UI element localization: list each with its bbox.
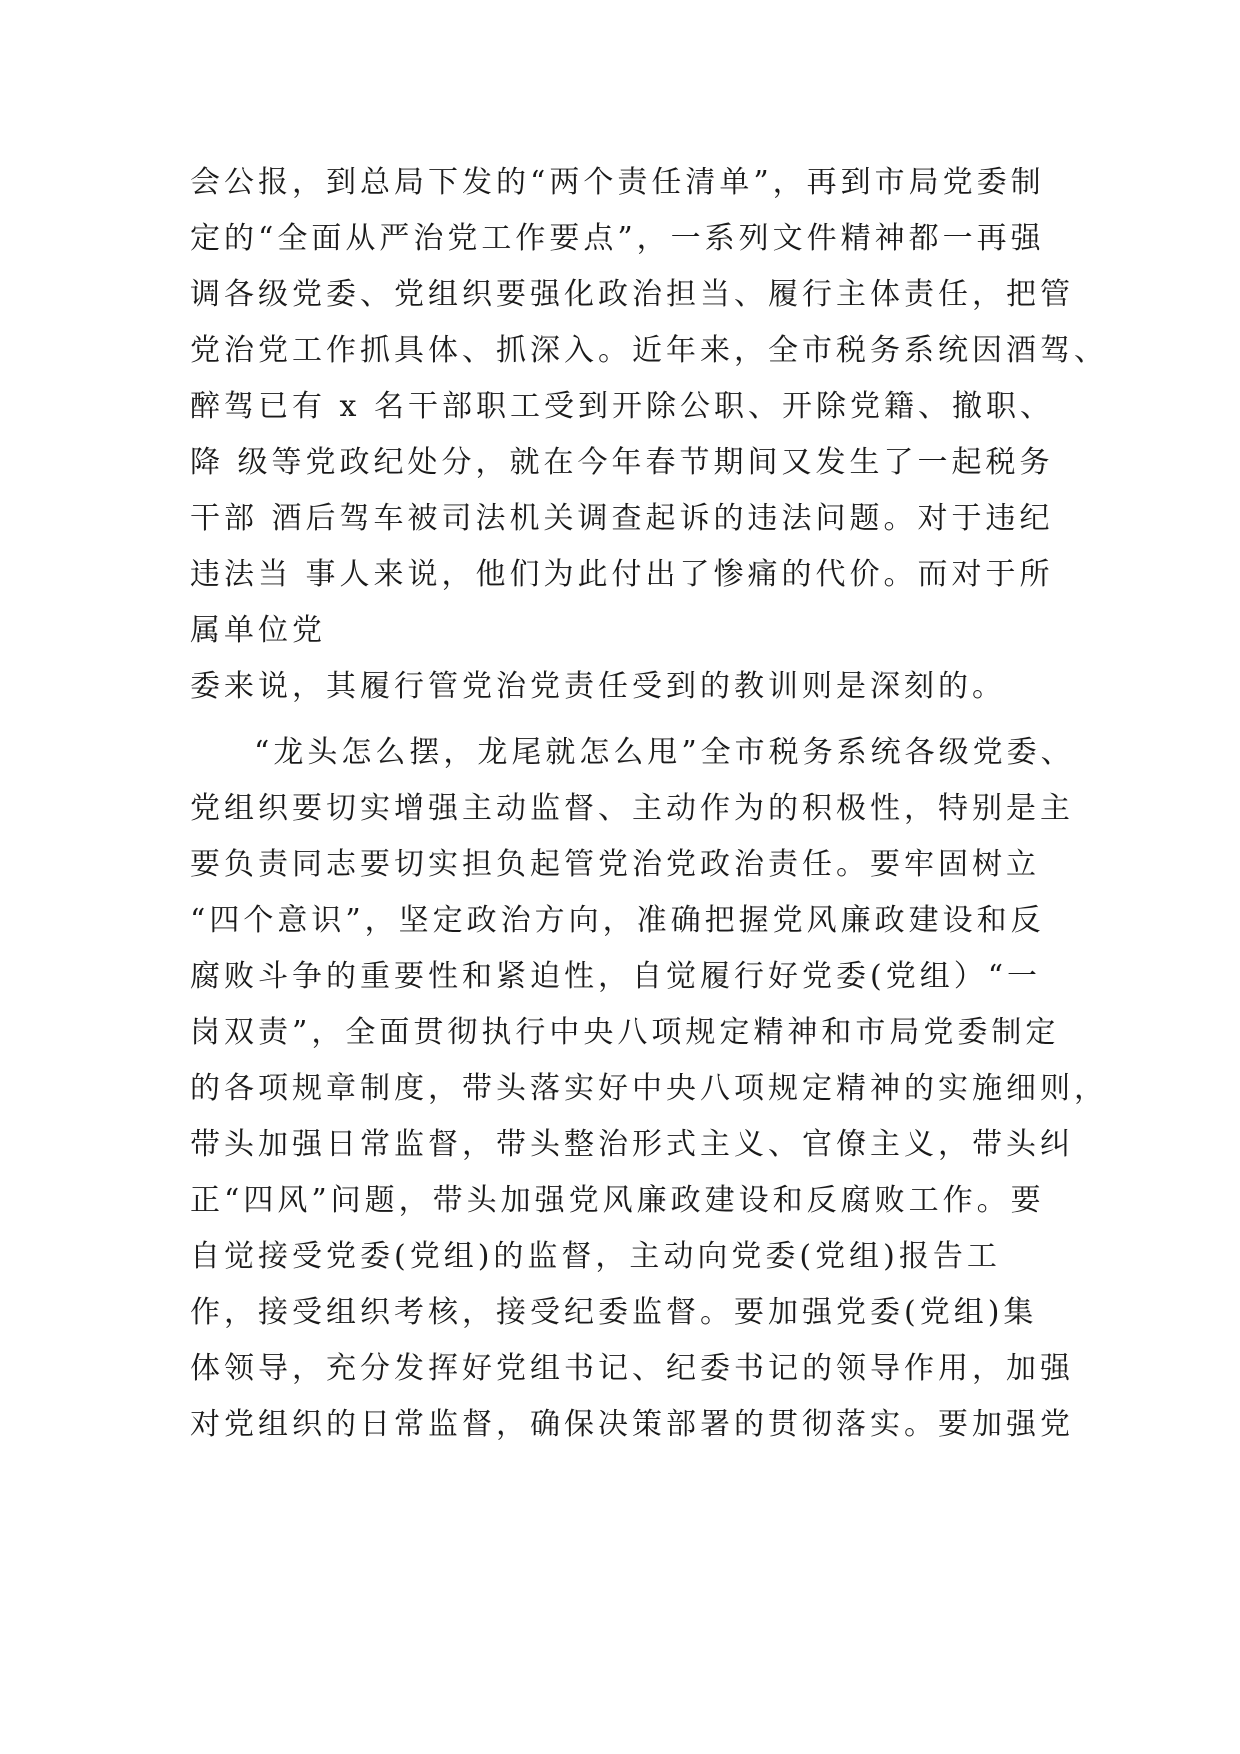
paragraph-2-line-5: 腐败斗争的重要性和紧迫性，自觉履行好党委(党组）“一 <box>190 959 1042 994</box>
paragraph-2-line-10: 自觉接受党委(党组)的监督，主动向党委(党组)报告工 <box>190 1239 1001 1274</box>
paragraph-1-line-1: 会公报，到总局下发的“两个责任清单”，再到市局党委制 <box>190 165 1045 200</box>
paragraph-1-line-2: 定的“全面从严治党工作要点”，一系列文件精神都一再强 <box>190 221 1045 256</box>
paragraph-2-line-13: 对党组织的日常监督，确保决策部署的贯彻落实。要加强党 <box>190 1407 1074 1442</box>
paragraph-1-line-10: 委来说，其履行管党治党责任受到的教训则是深刻的。 <box>190 669 1006 704</box>
paragraph-1-line-3: 调各级党委、党组织要强化政治担当、履行主体责任，把管 <box>190 277 1074 312</box>
paragraph-1-line-8: 违法当 事人来说，他们为此付出了惨痛的代价。而对于所 <box>190 557 1054 592</box>
paragraph-2-line-8: 带头加强日常监督，带头整治形式主义、官僚主义，带头纠 <box>190 1127 1074 1162</box>
paragraph-2-line-9: 正“四风”问题，带头加强党风廉政建设和反腐败工作。要 <box>190 1183 1045 1218</box>
paragraph-2-line-6: 岗双责”，全面贯彻执行中央八项规定精神和市局党委制定 <box>190 1015 1060 1050</box>
paragraph-1-line-5: 醉驾已有 x 名干部职工受到开除公职、开除党籍、撤职、 <box>190 389 1054 424</box>
paragraph-1-line-9: 属单位党 <box>190 613 326 648</box>
paragraph-2-line-7: 的各项规章制度，带头落实好中央八项规定精神的实施细则， <box>190 1071 1108 1106</box>
paragraph-1-line-4: 党治党工作抓具体、抓深入。近年来，全市税务系统因酒驾、 <box>190 333 1108 368</box>
paragraph-2-line-2: 党组织要切实增强主动监督、主动作为的积极性，特别是主 <box>190 791 1074 826</box>
paragraph-1-line-7: 干部 酒后驾车被司法机关调查起诉的违法问题。对于违纪 <box>190 501 1054 536</box>
paragraph-2-line-11: 作，接受组织考核，接受纪委监督。要加强党委(党组)集 <box>190 1295 1038 1330</box>
paragraph-1-line-6: 降 级等党政纪处分，就在今年春节期间又发生了一起税务 <box>190 445 1054 480</box>
paragraph-2-line-1: “龙头怎么摆，龙尾就怎么甩”全市税务系统各级党委、 <box>254 735 1075 770</box>
paragraph-2-line-4: “四个意识”，坚定政治方向，准确把握党风廉政建设和反 <box>190 903 1045 938</box>
paragraph-2-line-12: 体领导，充分发挥好党组书记、纪委书记的领导作用，加强 <box>190 1351 1074 1386</box>
paragraph-2-line-3: 要负责同志要切实担负起管党治党政治责任。要牢固树立 <box>190 847 1040 882</box>
